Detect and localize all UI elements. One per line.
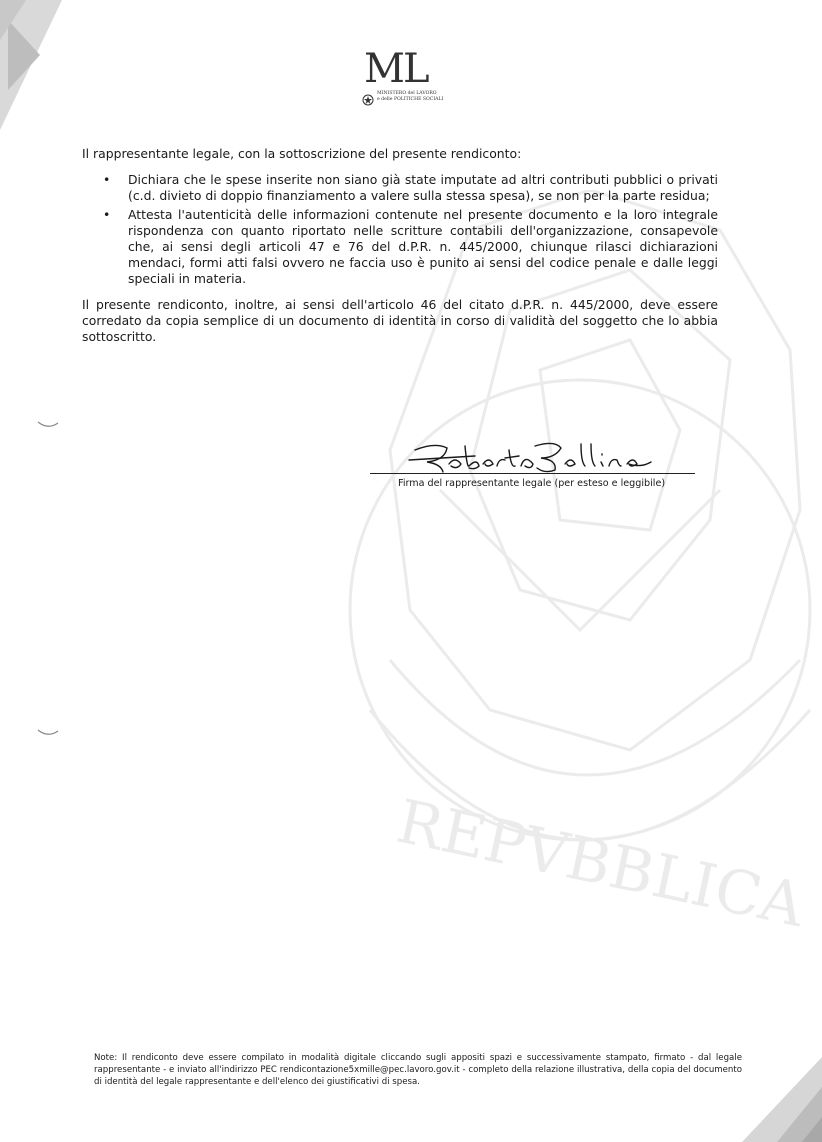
- watermark-text: REPVBBLICA: [391, 786, 811, 942]
- punch-hole-mark: [36, 420, 60, 430]
- scan-corner-top-left: [0, 0, 70, 135]
- intro-text: Il rappresentante legale, con la sottoscrizione del presente rendiconto:: [82, 146, 522, 161]
- logo-mark: ML: [364, 46, 428, 92]
- declaration-text: Dichiara che le spese inserite non siano già state imputate ad altri contributi pubblici o privati (c.d. divieto di doppio finanziamento a valere sulla stessa spesa), se non per la parte residua;: [128, 172, 718, 203]
- declaration-text: Attesta l'autenticità delle informazioni contenute nel presente documento e la loro integrale rispondenza con quanto riportato nelle scritture contabili dell'organizzazione, consapevole che, ai sensi degli articoli 47 e 76 del d.P.R. n. 445/2000, chiunque rilasci dichiarazioni mendaci, formi atti falsi ovvero ne faccia uso è punito ai sensi del codice penale e dalle leggi speciali in materia.: [128, 207, 718, 286]
- signature-caption: Firma del rappresentante legale (per esteso e leggibile): [398, 478, 666, 489]
- declaration-list: [82, 172, 718, 287]
- punch-hole-mark: [36, 728, 60, 738]
- bullet-glyph: •: [103, 172, 111, 187]
- list-item: [82, 172, 718, 204]
- declaration-body: [82, 146, 718, 345]
- scan-corner-bottom-right: [742, 1047, 822, 1142]
- ministry-logo: [362, 48, 454, 110]
- ministry-name: [377, 91, 457, 102]
- bullet-glyph: •: [103, 207, 111, 222]
- ministry-line-2: e delle POLITICHE SOCIALI: [377, 96, 444, 102]
- footer-note: Note: Il rendiconto deve essere compilato in modalità digitale cliccando sugli appositi spazi e successivamente stampato, firmato - dal legale rappresentante - e inviato all'indirizzo PEC rendicontazione5xmille@pec.lavoro.gov.it - completo della relazione illustrativa, della copia del documento di identità del legale rappresentante e dell'elenco dei giustificativi di spesa.: [94, 1053, 742, 1087]
- closing-paragraph: Il presente rendiconto, inoltre, ai sensi dell'articolo 46 del citato d.P.R. n. 445/2000, deve essere corredato da copia semplice di un documento di identità in corso di validità del soggetto che lo abbia sottoscritto.: [82, 297, 718, 344]
- ministry-line-1: MINISTERO del LAVORO: [377, 91, 437, 96]
- list-item: [82, 207, 718, 287]
- handwritten-signature: [405, 440, 675, 476]
- italian-emblem-icon: [362, 94, 374, 106]
- signature-line: [370, 473, 695, 474]
